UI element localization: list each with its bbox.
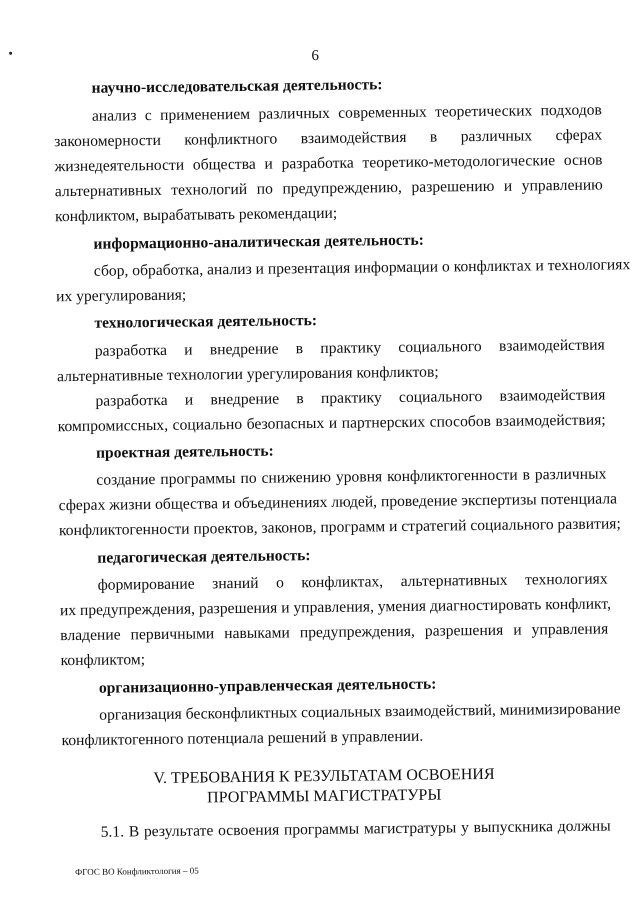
section-title-line1: V. ТРЕБОВАНИЯ К РЕЗУЛЬТАТАМ ОСВОЕНИЯ: [153, 765, 495, 788]
heading-research: научно-исследовательская деятельность:: [91, 76, 383, 97]
text-line: альтернативные технологии урегулирования конфликтов;: [56, 363, 439, 386]
text-line: сбор, обработка, анализ и презентация информации о конфликтах и технологиях: [93, 256, 631, 280]
text-line: жизнедеятельности общества и разработка теоретико-методологические основ: [54, 151, 603, 176]
page-number: 6: [311, 47, 320, 65]
text-line: закономерности конфликтного взаимодействия в различных сферах: [54, 126, 603, 151]
text-line: формирование знаний о конфликтах, альтернативных технологиях: [97, 570, 608, 594]
text-line: альтернативных технологий по предупреждению, разрешению и управлению: [54, 176, 603, 201]
text-line: разработка и внедрение в практику социального взаимодействия: [95, 386, 606, 410]
text-line: их урегулирования;: [56, 286, 187, 306]
heading-organizational: организационно-управленческая деятельность:: [98, 675, 437, 697]
heading-technological: технологическая деятельность:: [94, 312, 318, 332]
heading-project: проектная деятельность:: [95, 442, 274, 462]
text-line: сферах жизни общества и объединениях людей, проведение экспертизы потенциала: [58, 490, 618, 515]
text-line: их предупреждения, разрешения и управления, умения диагностировать конфликт,: [59, 595, 612, 620]
text-line: разработка и внедрение в практику социального взаимодействия: [94, 336, 605, 360]
footer-note: ФГОС ВО Конфликтология – 05: [75, 865, 199, 878]
text-line: конфликтогенного потенциала решений в управлении.: [61, 727, 424, 750]
paragraph-5-1: 5.1. В результате освоения программы магистратуры у выпускника должны: [100, 817, 611, 841]
text-line: конфликтом, вырабатывать рекомендации;: [55, 204, 338, 226]
heading-information: информационно-аналитическая деятельность:: [93, 231, 425, 253]
text-line: конфликтогенности проектов, законов, программ и стратегий социального развития;: [58, 515, 621, 540]
text-line: компромиссных, социально безопасных и партнерских способов взаимодействия;: [57, 411, 606, 436]
text-line: организация бесконфликтных социальных взаимодействий, минимизирование: [99, 700, 621, 724]
text-line: создание программы по снижению уровня конфликтогенности в различных: [96, 465, 607, 489]
text-line: владение первичными навыками предупреждения, разрешения и управления: [60, 620, 609, 645]
text-line: конфликтом;: [60, 651, 146, 670]
heading-pedagogical: педагогическая деятельность:: [97, 547, 311, 567]
text-line: анализ с применением различных современных теоретических подходов: [91, 101, 602, 125]
section-title-line2: ПРОГРАММЫ МАГИСТРАТУРЫ: [207, 786, 442, 807]
